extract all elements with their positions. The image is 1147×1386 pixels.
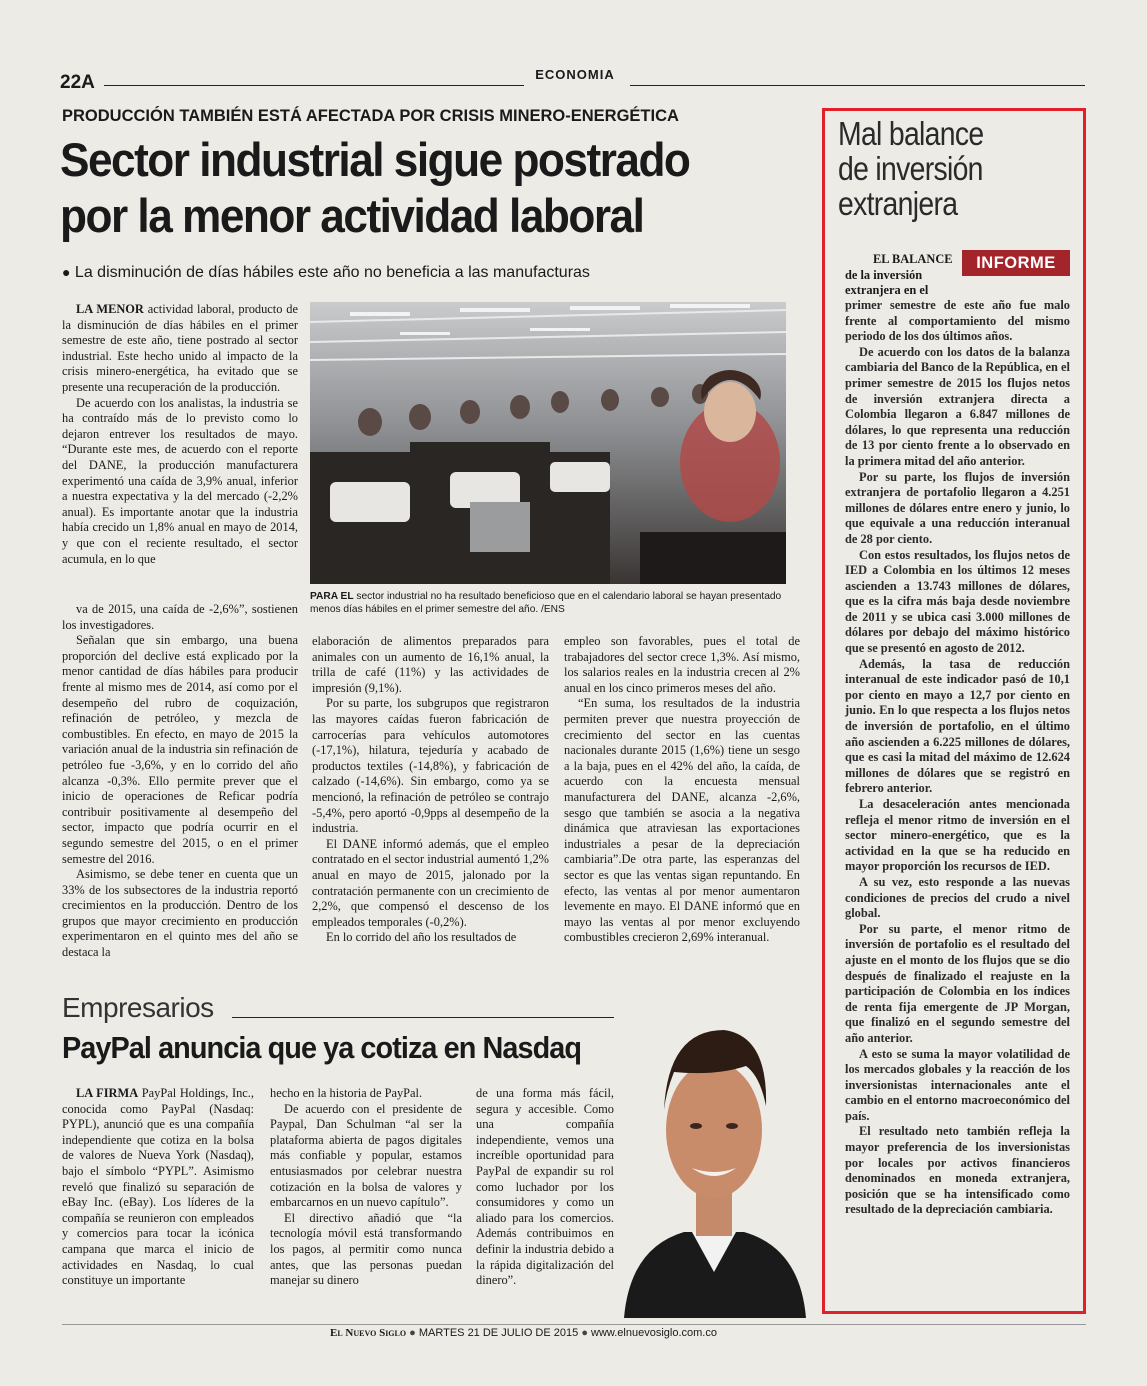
sidebar-p4: Con estos resultados, los flujos netos de IED a Colombia en los últimos 12 meses ascienden a 13.743 millones de dólares, que es la cifra más baja desde noviembre de 2011 y se ubica casi 3.000 millones de dólares por debajo del máximo histórico que se presentó en agosto de 2012.	[845, 547, 1070, 656]
bullet-icon: ●	[62, 264, 71, 280]
headline-line-1: Sector industrial sigue postrado	[60, 133, 690, 186]
paypal-col-3	[476, 1086, 614, 1289]
section-label-empresarios: Empresarios	[62, 992, 214, 1023]
main-col1-p4: Señalan que sin embargo, una buena proporción del declive está explicado por la menor cantidad de días hábiles para producir frente al mismo mes de 2014, así como por el desempeño del rubro de coquización, refinación de petróleo, y mezcla de combustibles. En efecto, en mayo de 2015 la variación anual de la industria sin refinación de petróleo fue -3,6%, y en lo corrido del año alcanza -0,3%. Ello permite prever que el inicio de operaciones de Reficar podría contribuir positivamente al desempeño del sector, impacto que podría ocurrir en el segundo semestre del 2015, o en el primer semestre del 2016.	[62, 633, 298, 866]
footer-dot-icon: ●	[409, 1327, 416, 1339]
footer-rule	[62, 1324, 1086, 1325]
lead-in: LA MENOR	[76, 302, 144, 316]
main-col-3	[564, 634, 800, 946]
paypal-col-2	[270, 1086, 462, 1289]
headline-line-2: por la menor actividad laboral	[60, 189, 644, 242]
deck	[62, 264, 792, 282]
main-col2-p1: elaboración de alimentos preparados para animales con un aumento de 16,1% anual, la trilla de café (11%) y las actividades de impresión (9,1%).	[312, 634, 549, 695]
main-col2-p2: Por su parte, los subgrupos que registraron las mayores caídas fueron fabricación de carrocerías para vehículos automotores (-17,1%), hilatura, tejeduría y acabado de productos textiles (-14,8%), y fabricación de calzado (-14,6%). Sin embargo, como ya se mencionó, la refinación de petróleo se contrajo -5,4%, pero aportó -0,9pps al desempeño de la industria.	[312, 696, 549, 836]
sidebar-p3: Por su parte, los flujos de inversión extranjera de portafolio llegaron a 4.251 millones de dólares entre enero y junio, lo que equivale a una reducción interanual de 28 por ciento.	[845, 469, 1070, 546]
portrait-image	[614, 1000, 810, 1318]
sidebar-p5: Además, la tasa de reducción interanual de este indicador pasó de 10,1 por ciento en mayo a 12,7 por ciento en junio. En lo que respecta a los flujos netos de inversión de portafolio, en el último año ascienden a 6.225 millones de dólares, que es casi la mitad del máximo de 12.624 millones de dólares que se registró en febrero anterior.	[845, 656, 1070, 796]
main-col-2	[312, 634, 549, 946]
factory-image	[310, 302, 786, 584]
deck-text: La disminución de días hábiles este año no beneficia a las manufacturas	[74, 264, 590, 281]
informe-badge: INFORME	[962, 250, 1070, 276]
sidebar-p1: primer semestre de este año fue malo frente al comportamiento del mismo periodo de los dos últimos años.	[845, 298, 1070, 344]
footer-dot-icon: ●	[581, 1327, 588, 1339]
sidebar-title-line-3: extranjera	[838, 185, 958, 222]
paypal-lead-in: LA FIRMA	[76, 1086, 139, 1100]
paypal-col3-p1: de una forma más fácil, segura y accesible. Como una compañía independiente, vemos una increíble oportunidad para PayPal de expandir su rol como luchador por los consumidores y como un aliado para los comercios. Además contribuimos en definir la industria debido a la rápida digitalización del dinero”.	[476, 1086, 614, 1288]
kicker: PRODUCCIÓN TAMBIÉN ESTÁ AFECTADA POR CRISIS MINERO-ENERGÉTICA	[62, 107, 679, 125]
sidebar-p1-b: extranjera en el	[845, 283, 929, 298]
paypal-col1-p1: LA FIRMA PayPal Holdings, Inc., conocida como PayPal (Nasdaq: PYPL), anunció que es una compañía independiente que cotiza en la bolsa de valores de Nueva York (Nasdaq), bajo el símbolo “PYPL”. Asimismo reveló que finalizó su separación de eBay Inc. (eBay). Los líderes de la compañía se reunieron con empleados y comercios para tocar la icónica campana que marca el inicio de actividades en Nasdaq, lo cual constituye un importante	[62, 1086, 254, 1288]
sidebar-p7: A su vez, esto responde a las nuevas condiciones de precios del crudo a nivel global.	[845, 874, 1070, 921]
main-col2-p3: El DANE informó además, que el empleo contratado en el sector industrial aumentó 1,2% anual en mayo de 2015, jalonado por la contratación permanente con un crecimiento de 2,2%, que compensó el descenso de los empleados temporales (-0,2%).	[312, 836, 549, 929]
main-col3-p1: empleo son favorables, pues el total de trabajadores del sector crece 1,3%. Así mismo, los salarios reales en la industria crecen al 2% anual en los cinco primeros meses del año.	[564, 634, 800, 695]
paypal-col-1	[62, 1086, 254, 1289]
sidebar-p6: La desaceleración antes mencionada refleja el menor ritmo de inversión en el sector minero-energético, que es la actividad en la que se ha reducido en mayor proporción los recursos de IED.	[845, 797, 1070, 874]
sidebar-title-line-2: de inversión	[838, 150, 983, 187]
main-col1-p5: Asimismo, se debe tener en cuenta que un 33% de los subsectores de la industria reportó crecimientos en la producción. Dentro de los grupos que mayor crecimiento en producción experimentaron en el quinto mes del año se destaca la	[62, 867, 298, 960]
sidebar-title	[838, 116, 983, 221]
sidebar-p2: De acuerdo con los datos de la balanza cambiaria del Banco de la República, en el primer semestre de 2015 los flujos netos de inversión extranjera directa a Colombia llegaron a 6.847 millones de dólares, lo que representa una reducción de 13 por ciento frente a lo observado en la primera mitad del año anterior.	[845, 344, 1070, 468]
paypal-col2-p1: hecho en la historia de PayPal.	[270, 1086, 423, 1100]
sidebar-title-line-1: Mal balance	[838, 115, 984, 152]
empresarios-rule	[232, 1017, 672, 1018]
section-name: ECONOMIA	[535, 67, 615, 82]
photo-caption	[310, 590, 786, 616]
headline	[60, 132, 774, 244]
footer	[330, 1327, 850, 1339]
sidebar-lead-in: EL BALANCE	[873, 252, 953, 266]
main-col3-p2: “En suma, los resultados de la industria permiten prever que nuestra proyección de crecimiento del sector en las cuentas nacionales durante 2015 (1,6%) tiene un sesgo a la baja, pues en el 42% del año, la caída, de acuerdo con la encuesta mensual manufacturera del DANE, alcanza -2,6%, sesgo que también se asocia a la negativa dinámica que atraviesan las exportaciones industriales a pesar de la depreciación cambiaria”.De otra parte, las esperanzas del sector es que las ventas sigan repuntando. En efecto, las ventas al por menor aumentaron levemente en mayo. El DANE informó que en mayo las ventas al por menor excluyendo combustibles crecieron 2,69% interanual.	[564, 696, 800, 945]
main-col1-p2: De acuerdo con los analistas, la industria se ha contraído más de lo previsto como lo dejaron entrever los resultados de mayo. “Durante este mes, de acuerdo con el reporte del DANE, la producción manufacturera experimentó una caída de 3,9% anual, inferior a nuestra expectativa y la del mercado (-2,2% anual). Es importante anotar que la industria había crecido un 1,8% anual en mayo de 2014, y que con el reciente resultado, el sector acumula, en lo que	[62, 395, 298, 566]
portrait-photo	[614, 1000, 810, 1318]
paypal-col2-p3: El directivo añadió que “la tecnología móvil está transformando los pagos, al permitir como nunca antes, que las personas puedan manejar su dinero	[270, 1210, 462, 1288]
header-rule-right	[630, 85, 1085, 86]
header-rule-left	[104, 85, 524, 86]
footer-date: MARTES 21 DE JULIO DE 2015	[418, 1327, 579, 1339]
footer-url[interactable]: www.elnuevosiglo.com.co	[591, 1327, 717, 1339]
paypal-col2-p2: De acuerdo con el presidente de Paypal, Dan Schulman “al ser la plataforma abierta de pagos digitales más confiable y popular, estamos entusiasmados por celebrar nuestra cotización en la bolsa de valores y embarcarnos en un nuevo capítulo”.	[270, 1101, 462, 1210]
paypal-headline: PayPal anuncia que ya cotiza en Nasdaq	[62, 1030, 582, 1065]
main-col2-p4: En lo corrido del año los resultados de	[326, 930, 517, 945]
main-col-1-cont	[62, 602, 298, 961]
caption-lead: PARA EL	[310, 591, 354, 602]
sidebar-body	[845, 298, 1070, 1218]
sidebar-lead	[845, 252, 957, 299]
main-col-1	[62, 302, 298, 567]
sidebar-p10: El resultado neto también refleja la mayor preferencia de los inversionistas por locales por activos financieros denominados en moneda extranjera, posición que se ha intensificado como resultado de la depreciación cambiaria.	[845, 1124, 1070, 1217]
paper-name: El Nuevo Siglo	[330, 1327, 407, 1339]
main-col1-p3: va de 2015, una caída de -2,6%”, sostienen los investigadores.	[62, 602, 298, 632]
sidebar-p9: A esto se suma la mayor volatilidad de los mercados globales y la reacción de los inversionistas internacionales ante el cambio en el entorno macroeconómico del país.	[845, 1046, 1070, 1123]
factory-photo	[310, 302, 786, 584]
caption-text: sector industrial no ha resultado beneficioso que en el calendario laboral se hayan presentado menos días hábiles en el primer semestre del año. /ENS	[310, 591, 782, 615]
sidebar-p8: Por su parte, el menor ritmo de inversión de portafolio es el resultado del ajuste en el monto de los flujos que se dio después de finalizado el reajuste en la participación de Colombia en los índices de renta fija emergente de JP Morgan, que finalizó en el segundo semestre del año anterior.	[845, 921, 1070, 1045]
sidebar-p1-a: de la inversión	[845, 267, 923, 282]
page-number: 22A	[60, 72, 95, 93]
main-col1-p1: LA MENOR actividad laboral, producto de la disminución de días hábiles en el primer semestre de este año, tiene postrado al sector industrial. Este hecho unido al impacto de la crisis minero-energética, ha evitado que se presente una recuperación de la producción.	[62, 302, 298, 394]
